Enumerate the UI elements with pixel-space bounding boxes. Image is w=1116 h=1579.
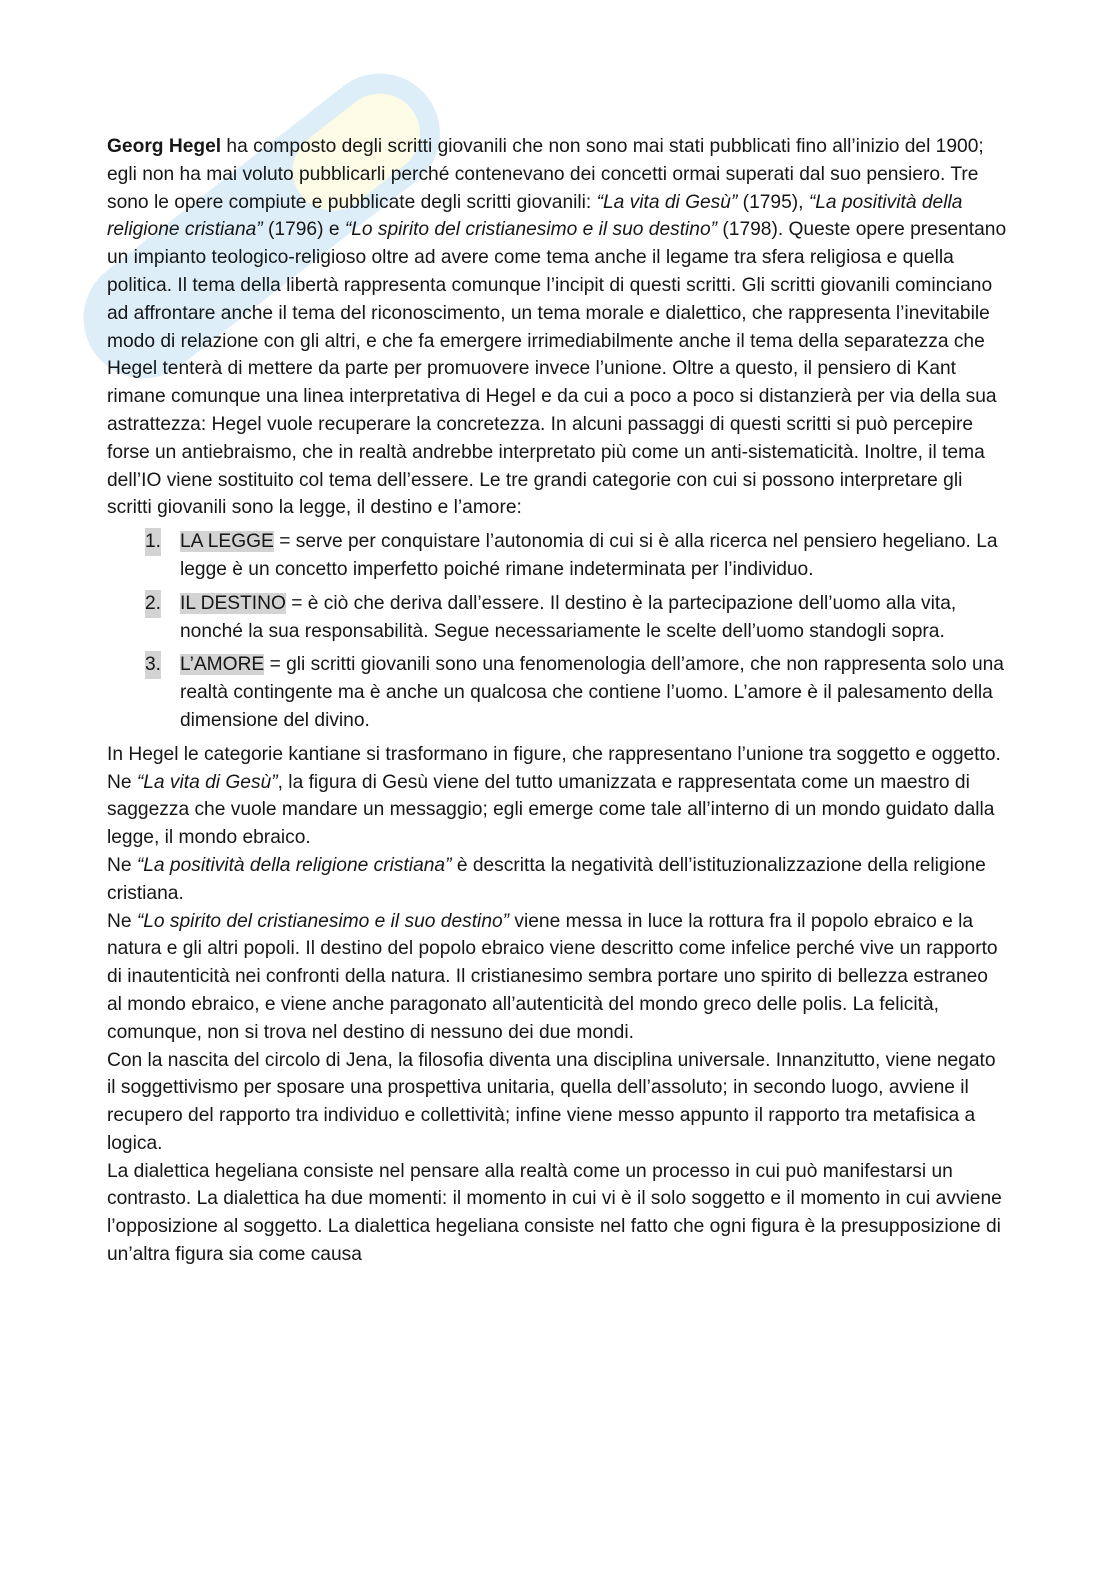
list-number: 1. bbox=[145, 528, 161, 556]
work-title: “La vita di Gesù” bbox=[596, 191, 738, 213]
work-title: “La positività della religione cristiana” bbox=[136, 854, 452, 876]
work-title: “Lo spirito del cristianesimo e il suo destino” bbox=[344, 219, 718, 241]
paragraph: La dialettica hegeliana consiste nel pensare alla realtà come un processo in cui può manifestarsi un contrasto. La dialettica ha due momenti: il momento in cui vi è il solo soggetto e il momento in cui avviene l’opposizione al soggetto. La dialettica hegeliana consiste nel fatto che ogni figura è la presupposizione di un’altra figura sia come causa bbox=[107, 1160, 1002, 1266]
paragraph: Ne “Lo spirito del cristianesimo e il suo destino” viene messa in luce la rottura fra il popolo ebraico e la natura e gli altri popoli. Il destino del popolo ebraico viene descritto come infelice perché vive un rapporto di inautenticità nei confronti della natura. Il cristianesimo sembra portare uno spirito di bellezza estraneo al mondo ebraico, e viene anche paragonato all’autenticità del mondo greco delle polis. La felicità, comunque, non si trova nel destino di nessuno dei due mondi. bbox=[107, 910, 998, 1043]
list-item: 2. IL DESTINO = è ciò che deriva dall’essere. Il destino è la partecipazione dell’uomo alla vita, nonché la sua responsabilità. Segue necessariamente le scelte dell’uomo standogli sopra. bbox=[107, 590, 1007, 646]
list-item: 1. LA LEGGE = serve per conquistare l’autonomia di cui si è alla ricerca nel pensiero hegeliano. La legge è un concetto imperfetto poiché rimane indeterminata per l’individuo. bbox=[107, 528, 1007, 584]
list-number: 3. bbox=[145, 651, 161, 679]
paragraph: In Hegel le categorie kantiane si trasformano in figure, che rappresentano l’unione tra soggetto e oggetto. bbox=[107, 743, 1001, 765]
work-title: “La positività della religione cristiana” bbox=[107, 191, 963, 241]
intro-paragraph: Georg Hegel ha composto degli scritti giovanili che non sono mai stati pubblicati fino all’inizio del 1900; egli non ha mai voluto pubblicarli perché contenevano dei concetti ormai superati dal suo pensiero. Tre sono le opere compiute e pubblicate degli scritti giovanili: “La vita di Gesù” (1795), “La positività della religione cristiana” (1796) e “Lo spirito del cristianesimo e il suo destino” (1798). Queste opere presentano un impianto teologico-religioso oltre ad avere come tema anche il legame tra sfera religiosa e quella politica. Il tema della libertà rappresenta comunque l’incipit di questi scritti. Gli scritti giovanili cominciano ad affrontare anche il tema del riconoscimento, un tema morale e dialettico, che rappresenta l’inevitabile modo di relazione con gli altri, e che fa emergere irrimediabilmente anche il tema della separatezza che Hegel tenterà di mettere da parte per promuovere invece l’unione. Oltre a questo, il pensiero di Kant rimane comunque una linea interpretativa di Hegel e da cui a poco a poco si distanzierà per via della sua astrattezza: Hegel vuole recuperare la concretezza. In alcuni passaggi di questi scritti si può percepire forse un antiebraismo, che in realtà andrebbe interpretato più come un anti-sistematicità. Inoltre, il tema dell’IO viene sostituito col tema dell’essere. Le tre grandi categorie con cui si possono interpretare gli scritti giovanili sono la legge, il destino e l’amore: bbox=[107, 136, 1007, 519]
work-title: “Lo spirito del cristianesimo e il suo destino” bbox=[136, 910, 510, 932]
work-title: “La vita di Gesù” bbox=[136, 771, 278, 793]
paragraph: Ne “La positività della religione cristiana” è descritta la negatività dell’istituzionalizzazione della religione cristiana. bbox=[107, 854, 986, 904]
list-number: 2. bbox=[145, 590, 161, 618]
category-term: IL DESTINO bbox=[180, 592, 286, 614]
document-body bbox=[107, 133, 1007, 1269]
categories-list bbox=[107, 528, 1007, 735]
category-term: LA LEGGE bbox=[180, 531, 274, 553]
paragraph: Con la nascita del circolo di Jena, la filosofia diventa una disciplina universale. Innanzitutto, viene negato il soggettivismo per sposare una prospettiva unitaria, quella dell’assoluto; in secondo luogo, avviene il recupero del rapporto tra individuo e collettività; infine viene messo appunto il rapporto tra metafisica a logica. bbox=[107, 1049, 996, 1154]
category-term: L’AMORE bbox=[180, 654, 265, 676]
author-name: Georg Hegel bbox=[107, 136, 222, 157]
paragraph: Ne “La vita di Gesù”, la figura di Gesù viene del tutto umanizzata e rappresentata come un maestro di saggezza che vuole mandare un messaggio; egli emerge come tale all’interno di un mondo guidato dalla legge, il mondo ebraico. bbox=[107, 771, 995, 849]
list-item: 3. L’AMORE = gli scritti giovanili sono una fenomenologia dell’amore, che non rappresenta solo una realtà contingente ma è anche un qualcosa che contiene l’uomo. L’amore è il palesamento della dimensione del divino. bbox=[107, 651, 1007, 734]
